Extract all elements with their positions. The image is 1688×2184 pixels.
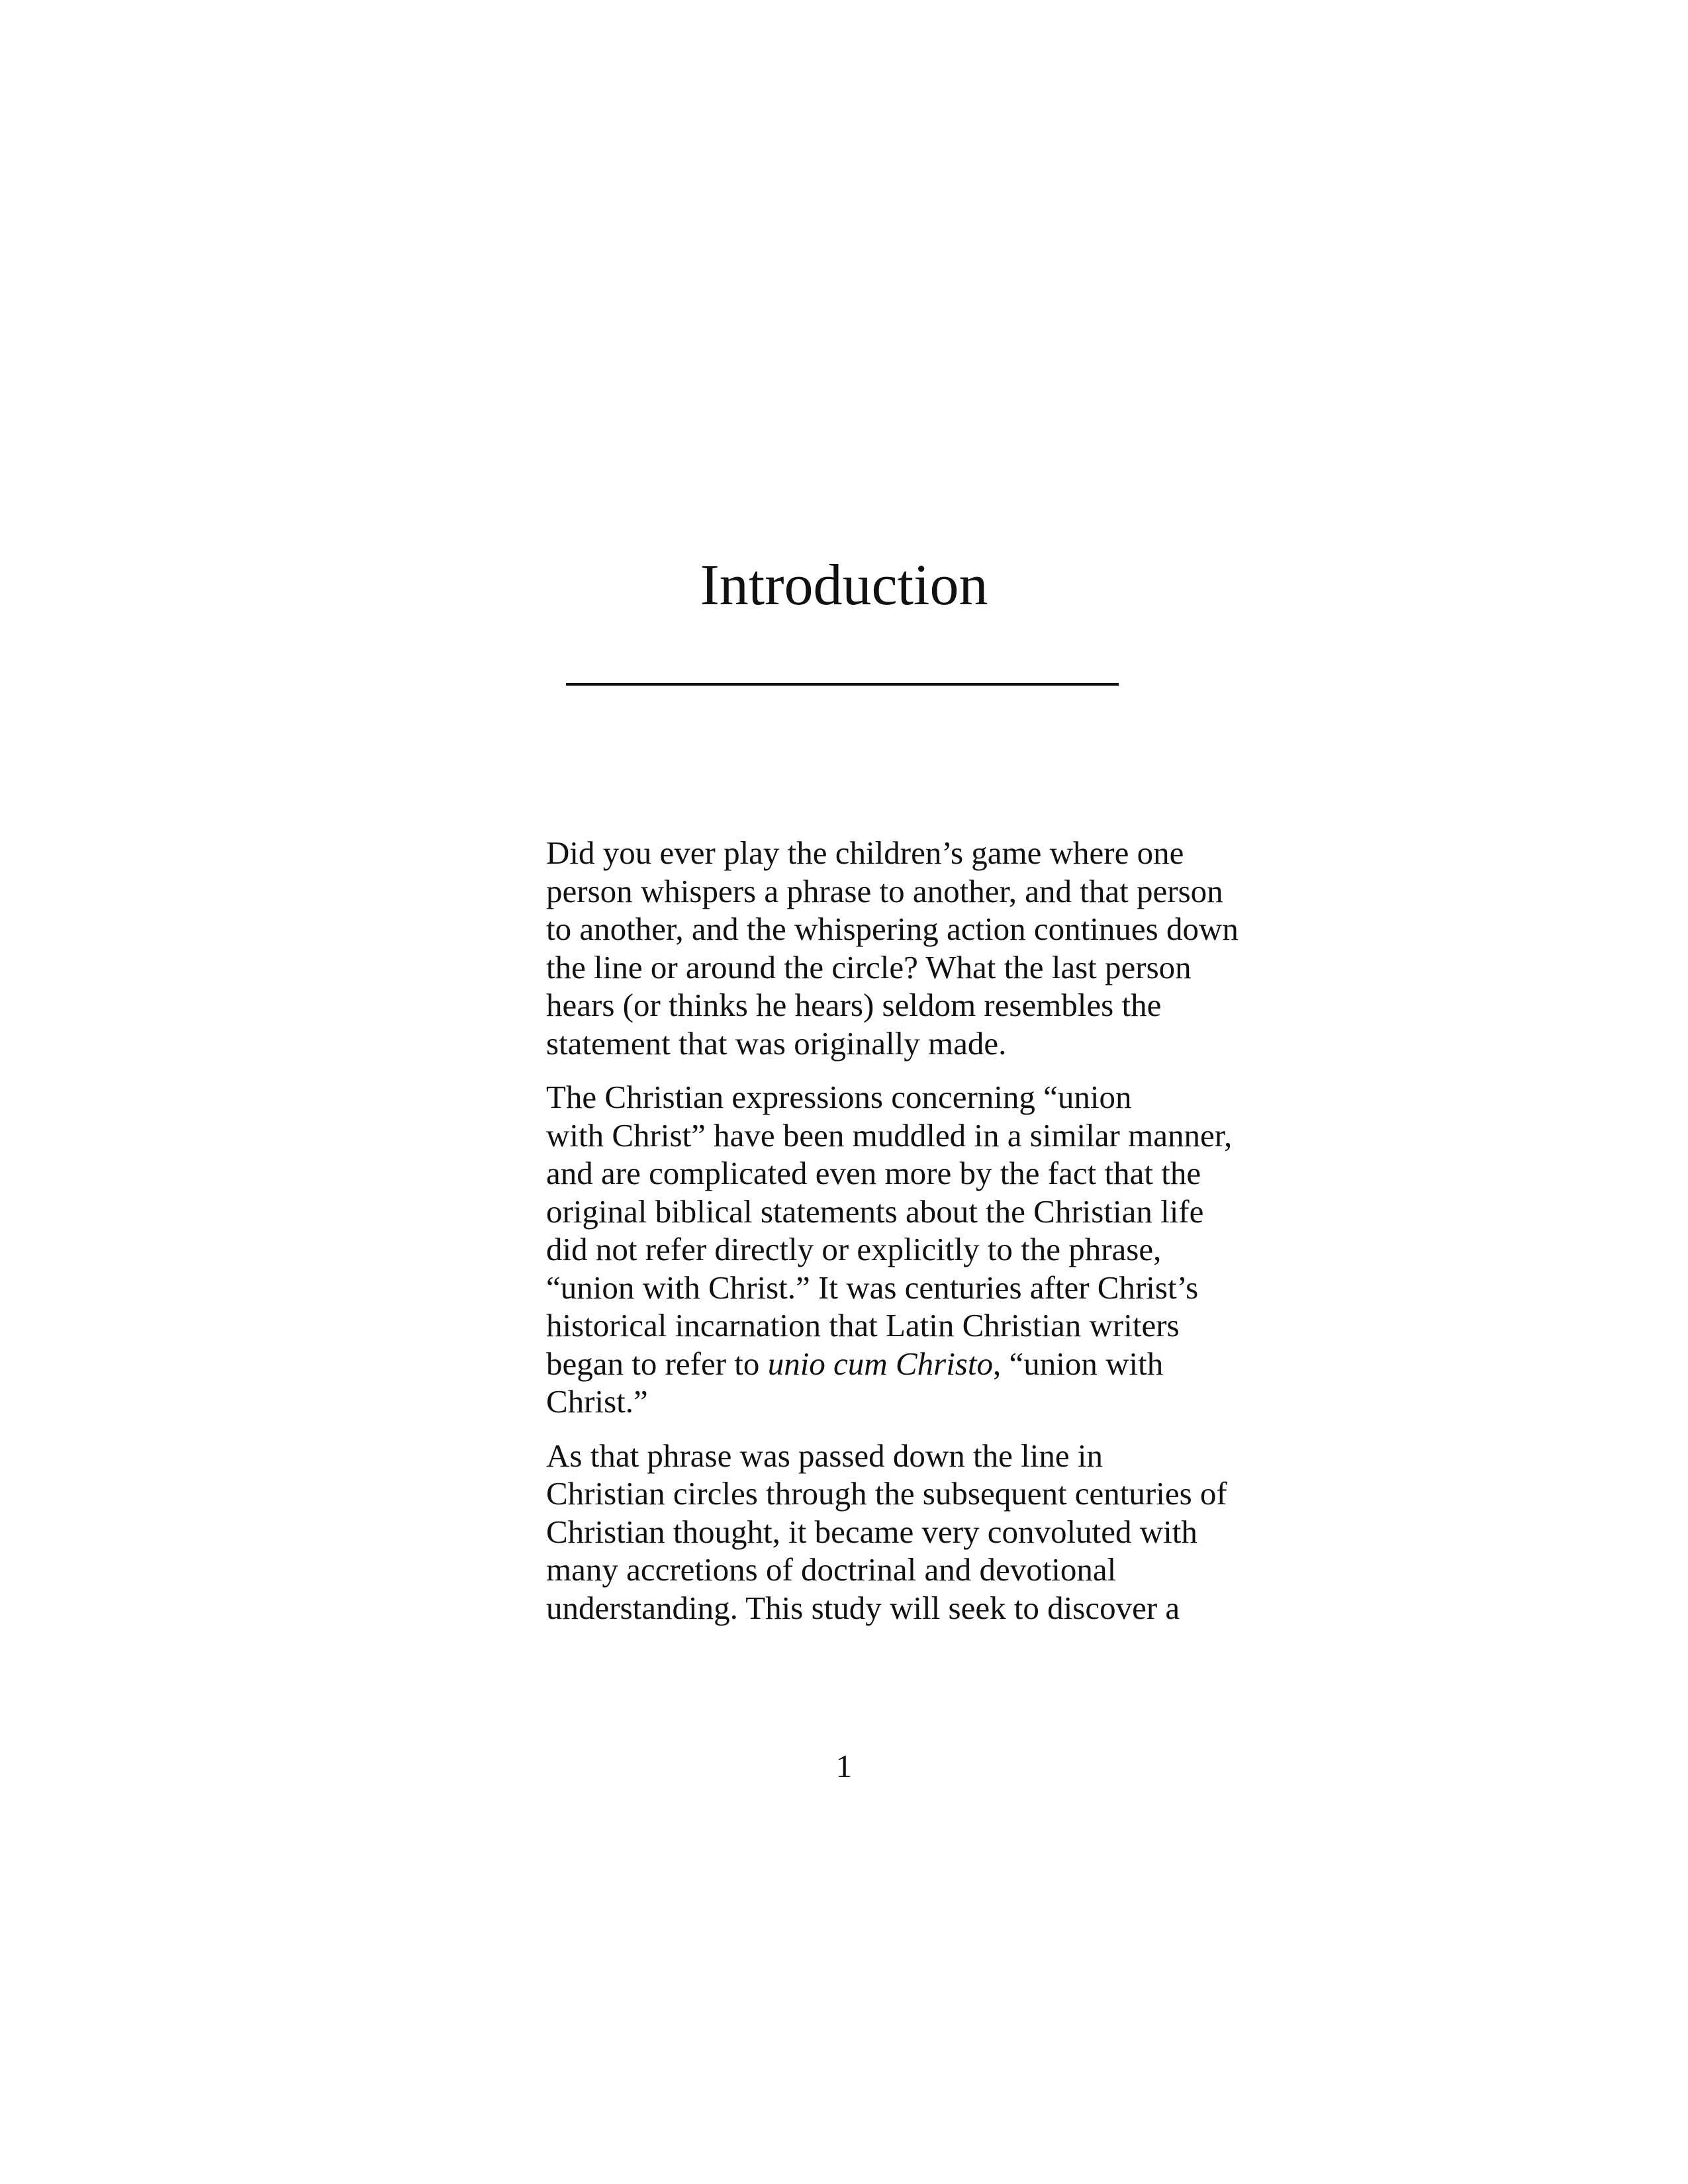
text-segment: began to refer to [546, 1345, 768, 1382]
text-line: As that phrase was passed down the line in [546, 1437, 1103, 1474]
paragraph-3 [487, 1437, 1227, 1627]
text-line: historical incarnation that Latin Christian writers [546, 1307, 1180, 1343]
paragraph-1 [487, 834, 1239, 1062]
text-line-with-latin-phrase [487, 1345, 1215, 1383]
paragraph-2 [487, 1078, 1233, 1421]
text-line: statement that was originally made. [546, 1024, 1007, 1062]
page-number: 1 [835, 1748, 853, 1784]
text-line: The Christian expressions concerning “union [546, 1079, 1132, 1115]
text-line: person whispers a phrase to another, and that person [546, 872, 1223, 909]
body-text [487, 834, 1239, 1643]
text-segment: , “union with [992, 1345, 1164, 1382]
text-line: with Christ” have been muddled in a similar manner, [546, 1116, 1233, 1154]
text-line: to another, and the whispering action continues down [546, 911, 1239, 947]
text-line: hears (or thinks he hears) seldom resembles the [546, 987, 1162, 1023]
text-line: original biblical statements about the Christian life [546, 1193, 1204, 1230]
title-underline-rule [566, 683, 1119, 686]
text-line: “union with Christ.” It was centuries after Christ’s [546, 1269, 1199, 1306]
chapter-title: Introduction [700, 553, 988, 617]
text-line: the line or around the circle? What the last person [546, 948, 1192, 985]
text-line: did not refer directly or explicitly to the phrase, [546, 1231, 1162, 1267]
text-line: many accretions of doctrinal and devotional [546, 1551, 1117, 1588]
text-line: Did you ever play the children’s game where one [546, 835, 1184, 871]
text-line: Christian circles through the subsequent centuries of [546, 1475, 1227, 1512]
text-line: Christian thought, it became very convoluted with [546, 1513, 1197, 1550]
text-line: and are complicated even more by the fact that the [546, 1155, 1201, 1191]
text-line: understanding. This study will seek to discover a [546, 1589, 1180, 1626]
text-line: Christ.” [546, 1383, 648, 1420]
latin-phrase-italic: unio cum Christo [767, 1345, 993, 1382]
